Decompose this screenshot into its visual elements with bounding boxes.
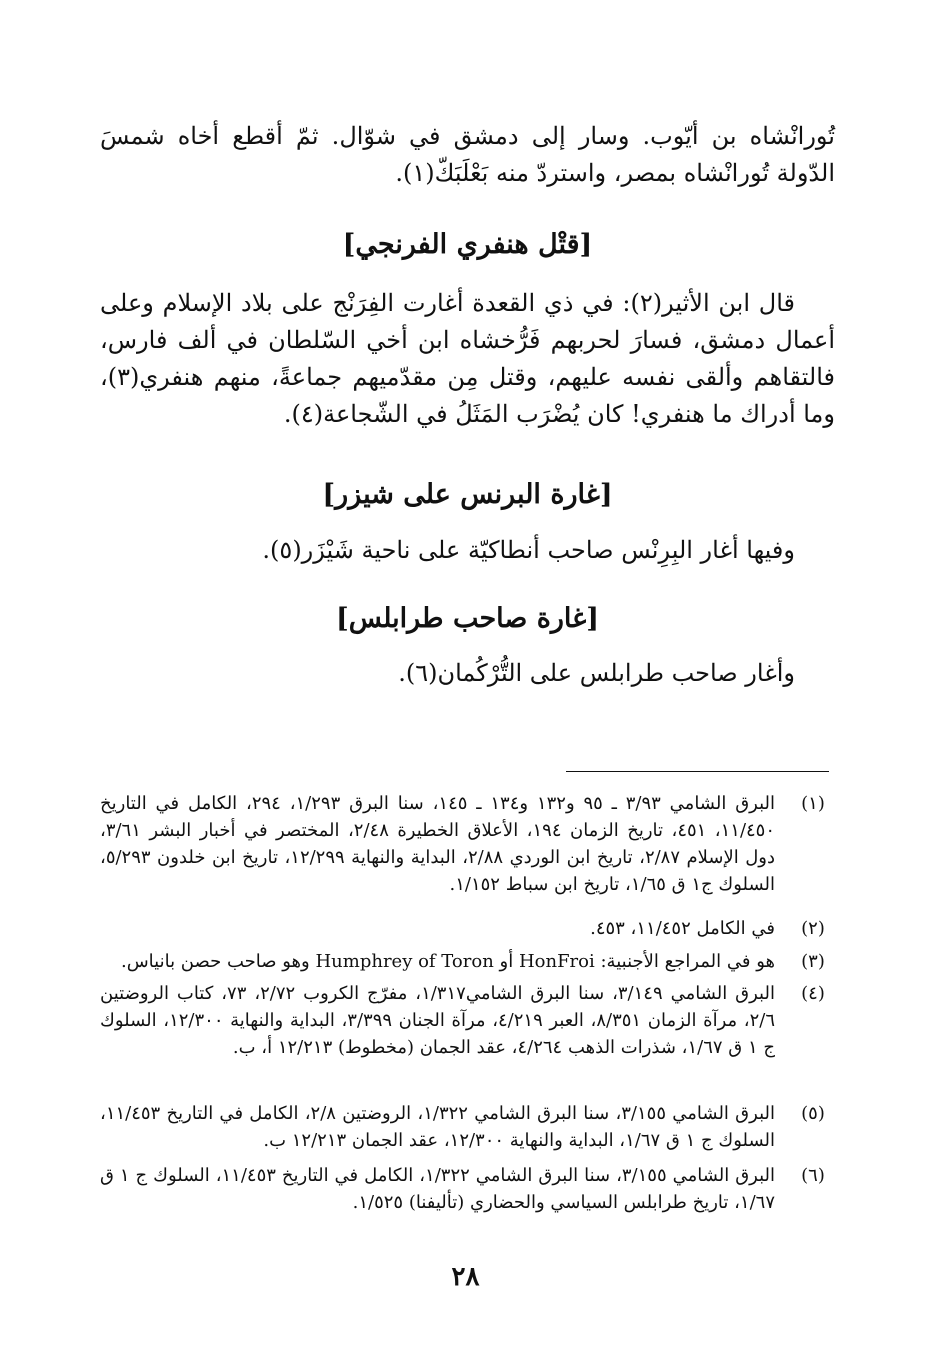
footnote-text: البرق الشامي ٣/٩٣ ـ ٩٥ و١٣٢ و١٣٤ ـ ١٤٥، سنا البرق ١/٢٩٣، ٢٩٤، الكامل في التاريخ ١١/٤٥٠، ٤٥١، تاريخ الزمان ١٩٤، الأعلاق الخطيرة ٢/٤٨، المختصر في أخبار البشر ٣/٦١، دول الإسلام ٢/٨٧، تاريخ ابن الوردي ٢/٨٨، البداية والنهاية ١٢/٢٩٩، تاريخ ابن خلدون ٥/٢٩٣، السلوك ج١ ق ١/٦٥، تاريخ ابن سباط ١/١٥٢. bbox=[100, 793, 776, 895]
footnote-number: (٤) bbox=[801, 983, 825, 1004]
tripoli-paragraph-block bbox=[100, 655, 835, 692]
footnote-divider bbox=[566, 771, 829, 772]
tripoli-paragraph: وأغار صاحب طرابلس على التُّرْكُمان(٦). bbox=[398, 659, 795, 687]
footnote-text: هو في المراجع الأجنبية: HonFroi أو Humphrey of Toron وهو صاحب حصن بانياس. bbox=[120, 951, 775, 972]
shayzar-paragraph-block bbox=[100, 532, 835, 569]
section-heading-tripoli: [غارة صاحب طرابلس] bbox=[336, 603, 599, 634]
opening-paragraph: تُورانْشاه بن أيّوب. وسار إلى دمشق في شوّال. ثمّ أقطع أخاه شمسَ الدّولة تُورانْشاه بمصر، واستردّ منه بَعْلَبَكّ(١). bbox=[100, 122, 835, 187]
footnote-number: (٥) bbox=[801, 1103, 825, 1124]
footnote-number: (٢) bbox=[801, 918, 825, 939]
footnote-text: البرق الشامي ٣/١٤٩، سنا البرق الشامي١/٣١٧، مفرّج الكروب ٢/٧٢، ٧٣، كتاب الروضتين ٢/٦، مرآة الزمان ٨/٣٥١، العبر ٤/٢١٩، مرآة الجنان ٣/٣٩٩، البداية والنهاية ١٢/٣٠٠، السلوك ج ١ ق ١/٦٧، شذرات الذهب ٤/٢٦٤، عقد الجمان (مخطوط) ١٢/٢١٣ أ، ب. bbox=[100, 983, 775, 1058]
footnote bbox=[100, 1100, 835, 1154]
footnote-number: (١) bbox=[801, 793, 825, 814]
footnote bbox=[100, 980, 835, 1061]
footnote-text: في الكامل ١١/٤٥٢، ٤٥٣. bbox=[590, 918, 775, 939]
footnote-number: (٣) bbox=[801, 951, 825, 972]
ibn-athir-paragraph: قال ابن الأثير(٢): في ذي القعدة أغارت الفِرَنْج على بلاد الإسلام وعلى أعمال دمشق، فسارَ لحربهم فَرُّخشاه ابن أخي السّلطان في ألف فارس، فالتقاهم وألقى نفسه عليهم، وقتل مِن مقدّميهم جماعةً، منهم هنفري(٣)، وما أدراك ما هنفري! كان يُضْرَب المَثَلُ في الشّجاعة(٤). bbox=[100, 289, 835, 428]
opening-paragraph-block bbox=[100, 118, 835, 192]
footnote-text: البرق الشامي ٣/١٥٥، سنا البرق الشامي ١/٣٢٢، الكامل في التاريخ ١١/٤٥٣، السلوك ج ١ ق ١/٦٧، تاريخ طرابلس السياسي والحضاري (تأليفنا) ١/٥٢٥. bbox=[100, 1165, 776, 1213]
ibn-athir-paragraph-block bbox=[100, 285, 835, 433]
footnote bbox=[100, 1162, 835, 1216]
shayzar-paragraph: وفيها أغار البِرِنْس صاحب أنطاكيّة على ناحية شَيْزَر(٥). bbox=[262, 536, 795, 564]
footnote bbox=[100, 948, 835, 975]
section-heading-shayzar: [غارة البرنس على شيزر] bbox=[322, 479, 613, 510]
footnote bbox=[100, 790, 835, 898]
footnote-number: (٦) bbox=[801, 1165, 825, 1186]
page-number: ٢٨ bbox=[451, 1262, 480, 1292]
section-heading-humphrey: [قتْل هنفري الفرنجي] bbox=[342, 229, 593, 260]
footnote bbox=[100, 915, 835, 942]
footnote-text: البرق الشامي ٣/١٥٥، سنا البرق الشامي ١/٣٢٢، الروضتين ٢/٨، الكامل في التاريخ ١١/٤٥٣، السلوك ج ١ ق ١/٦٧، البداية والنهاية ١٢/٣٠٠، عقد الجمان ١٢/٢١٣ ب. bbox=[100, 1103, 775, 1151]
